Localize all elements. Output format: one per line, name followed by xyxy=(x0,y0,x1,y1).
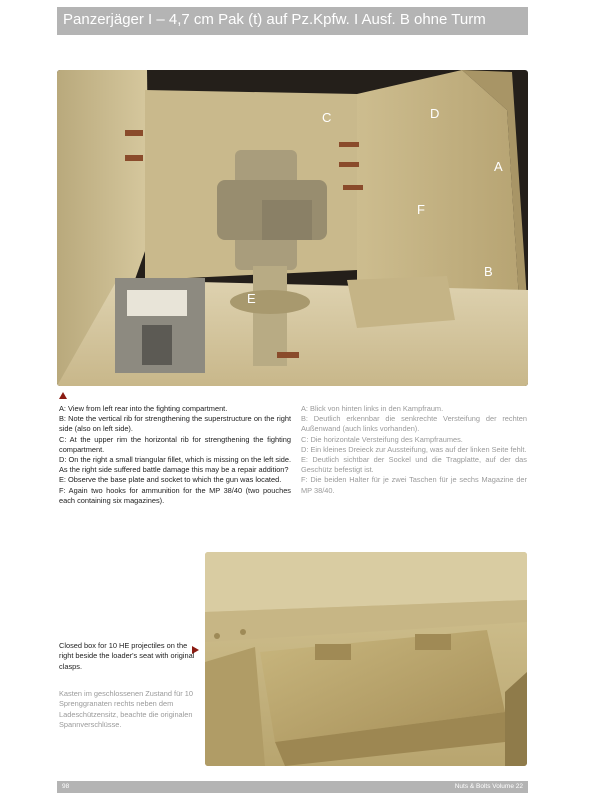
header-bar xyxy=(57,7,528,35)
main-photo xyxy=(57,70,528,386)
ammo-box-image xyxy=(205,552,527,766)
caption-de-b: B: Deutlich erkennbar die senkrechte Versteifung der rechten Außenwand (auch links vorhanden). xyxy=(301,414,527,434)
marker-c: C xyxy=(322,110,332,125)
captions-english xyxy=(59,404,291,506)
caption-en-c: C: At the upper rim the horizontal rib for strengthening the fighting compartment. xyxy=(59,434,291,454)
caption-pointer-up-icon xyxy=(59,392,67,399)
ammo-box-caption-german: Kasten im geschlossenen Zustand für 10 Sprenggranaten rechts neben dem Ladeschützensitz, beachte die originalen Spannverschlüsse. xyxy=(59,689,193,730)
ammo-box-caption-english: Closed box for 10 HE projectiles on the right beside the loader's seat with original clasps. xyxy=(59,641,195,671)
fighting-compartment-photo xyxy=(57,70,528,386)
page-number: 98 xyxy=(62,783,70,790)
caption-en-d: D: On the right a small triangular fillet, which is missing on the left side. As the right side suffered battle damage this may be a repair addition? xyxy=(59,455,291,475)
footer-bar xyxy=(57,781,528,793)
caption-en-b: B: Note the vertical rib for strengthening the superstructure on the right side (also on left side). xyxy=(59,414,291,434)
caption-de-d: D: Ein kleines Dreieck zur Aussteifung, was auf der linken Seite fehlt. xyxy=(301,444,527,454)
caption-de-c: C: Die horizontale Versteifung des Kampfraumes. xyxy=(301,434,463,444)
page-title: Panzerjäger I – 4,7 cm Pak (t) auf Pz.Kpfw. I Ausf. B ohne Turm xyxy=(63,11,486,28)
caption-de-f: F: Die beiden Halter für je zwei Taschen für je sechs Magazine der MP 38/40. xyxy=(301,475,527,495)
marker-f: F xyxy=(417,202,425,217)
caption-en-e: E: Observe the base plate and socket to which the gun was located. xyxy=(59,475,282,485)
caption-en-a: A: View from left rear into the fighting compartment. xyxy=(59,404,228,413)
caption-en-f: F: Again two hooks for ammunition for the MP 38/40 (two pouches each containing six magazines). xyxy=(59,485,291,505)
marker-b: B xyxy=(484,264,493,279)
captions-german xyxy=(301,404,527,496)
marker-e: E xyxy=(247,291,256,306)
caption-de-e: E: Deutlich sichtbar der Sockel und die Tragplatte, auf der das Geschütz befestigt ist. xyxy=(301,455,527,475)
series-name: Nuts & Bolts Volume 22 xyxy=(454,783,523,790)
marker-a: A xyxy=(494,159,503,174)
caption-de-a: A: Blick von hinten links in den Kampfraum. xyxy=(301,404,444,413)
ammo-box-photo xyxy=(205,552,527,766)
marker-d: D xyxy=(430,106,440,121)
